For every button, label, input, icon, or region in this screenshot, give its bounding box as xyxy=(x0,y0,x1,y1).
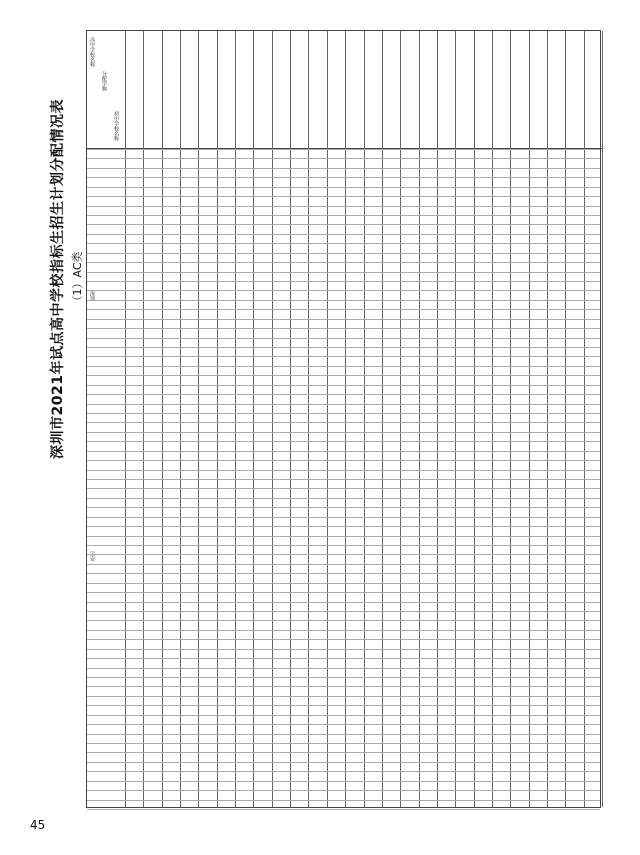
table-row-line xyxy=(87,800,600,801)
table-row-line xyxy=(87,649,600,650)
table-column-line xyxy=(455,31,456,807)
table-row-line xyxy=(87,196,600,197)
table-row-line xyxy=(87,658,600,659)
table-row-line xyxy=(87,243,600,244)
table-row-line xyxy=(87,281,600,282)
corner-mid-label: 分配学额 xyxy=(101,71,107,91)
table-column-line xyxy=(143,31,144,807)
table-column-line xyxy=(235,31,236,807)
side-group-label: 深圳 xyxy=(89,291,95,301)
table-column-line xyxy=(419,31,420,807)
table-column-line xyxy=(327,31,328,807)
table-row-line xyxy=(87,611,600,612)
table-row-line xyxy=(87,545,600,546)
table-row-line xyxy=(87,724,600,725)
table-row-line xyxy=(87,639,600,640)
table-row-line xyxy=(87,404,600,405)
table-row-line xyxy=(87,752,600,753)
table-row-line xyxy=(87,253,600,254)
table-row-line xyxy=(87,554,600,555)
table-row-line xyxy=(87,809,600,810)
corner-bottom-label: 初中学校名称 xyxy=(113,111,119,141)
table-row-line xyxy=(87,451,600,452)
table-row-line xyxy=(87,338,600,339)
table-row-line xyxy=(87,366,600,367)
page-title: 深圳市2021年试点高中学校指标生招生计划分配情况表 xyxy=(50,99,66,459)
table-row-line xyxy=(87,149,600,150)
table-row-line xyxy=(87,583,600,584)
corner-top-label: 高中学校名称 xyxy=(89,37,95,67)
table-row-line xyxy=(87,441,600,442)
table-row-line xyxy=(87,262,600,263)
table-column-line xyxy=(400,31,401,807)
table-column-line xyxy=(345,31,346,807)
table-column-line xyxy=(492,31,493,807)
table-row-line xyxy=(87,375,600,376)
table-column-line xyxy=(437,31,438,807)
table-row-line xyxy=(87,517,600,518)
table-row-line xyxy=(87,356,600,357)
table-row-line xyxy=(87,234,600,235)
table-row-line xyxy=(87,573,600,574)
page-number: 45 xyxy=(30,818,46,832)
table-row-line xyxy=(87,224,600,225)
table-column-line xyxy=(290,31,291,807)
table-row-line xyxy=(87,781,600,782)
table-column-line xyxy=(382,31,383,807)
table-column-line xyxy=(125,31,126,807)
table-column-line xyxy=(565,31,566,807)
table-row-line xyxy=(87,498,600,499)
table-row-line xyxy=(87,526,600,527)
table-row-line xyxy=(87,507,600,508)
table-row-line xyxy=(87,309,600,310)
page-subtitle: （1）AC类 xyxy=(71,251,84,307)
table-column-line xyxy=(602,31,603,807)
table-row-line xyxy=(87,734,600,735)
table-row-line xyxy=(87,432,600,433)
table-row-line xyxy=(87,696,600,697)
table-row-line xyxy=(87,187,600,188)
table-column-line xyxy=(529,31,530,807)
table-row-line xyxy=(87,158,600,159)
table-row-line xyxy=(87,460,600,461)
table-row-line xyxy=(87,470,600,471)
table-column-line xyxy=(474,31,475,807)
table-row-line xyxy=(87,715,600,716)
table-column-line xyxy=(510,31,511,807)
table-row-line xyxy=(87,686,600,687)
table-row-line xyxy=(87,488,600,489)
table-column-line xyxy=(364,31,365,807)
table-row-line xyxy=(87,206,600,207)
table-column-line xyxy=(584,31,585,807)
table-row-line xyxy=(87,743,600,744)
table-row-line xyxy=(87,564,600,565)
table-row-line xyxy=(87,630,600,631)
table-row-line xyxy=(87,620,600,621)
table-row-line xyxy=(87,705,600,706)
table-row-line xyxy=(87,215,600,216)
table-column-line xyxy=(272,31,273,807)
table-row-line xyxy=(87,762,600,763)
table-row-line xyxy=(87,290,600,291)
table-column-line xyxy=(180,31,181,807)
table-row-line xyxy=(87,347,600,348)
table-row-line xyxy=(87,394,600,395)
table-row-line xyxy=(87,319,600,320)
title-block xyxy=(50,99,84,520)
table-row-line xyxy=(87,168,600,169)
table-row-line xyxy=(87,536,600,537)
table-column-line xyxy=(217,31,218,807)
side-group-label: 宝安 xyxy=(89,551,95,561)
table-column-line xyxy=(253,31,254,807)
school-name-column xyxy=(87,31,126,807)
allocation-table xyxy=(86,30,601,808)
table-row-line xyxy=(87,479,600,480)
table-row-line xyxy=(87,677,600,678)
table-row-line xyxy=(87,790,600,791)
table-row-line xyxy=(87,272,600,273)
table-row-line xyxy=(87,592,600,593)
table-row-line xyxy=(87,602,600,603)
table-column-line xyxy=(547,31,548,807)
table-row-line xyxy=(87,422,600,423)
table-column-line xyxy=(198,31,199,807)
table-row-line xyxy=(87,328,600,329)
table-row-line xyxy=(87,413,600,414)
table-row-line xyxy=(87,177,600,178)
table-row-line xyxy=(87,771,600,772)
table-row-line xyxy=(87,668,600,669)
table-column-line xyxy=(308,31,309,807)
table-row-line xyxy=(87,300,600,301)
table-column-line xyxy=(162,31,163,807)
table-row-line xyxy=(87,385,600,386)
